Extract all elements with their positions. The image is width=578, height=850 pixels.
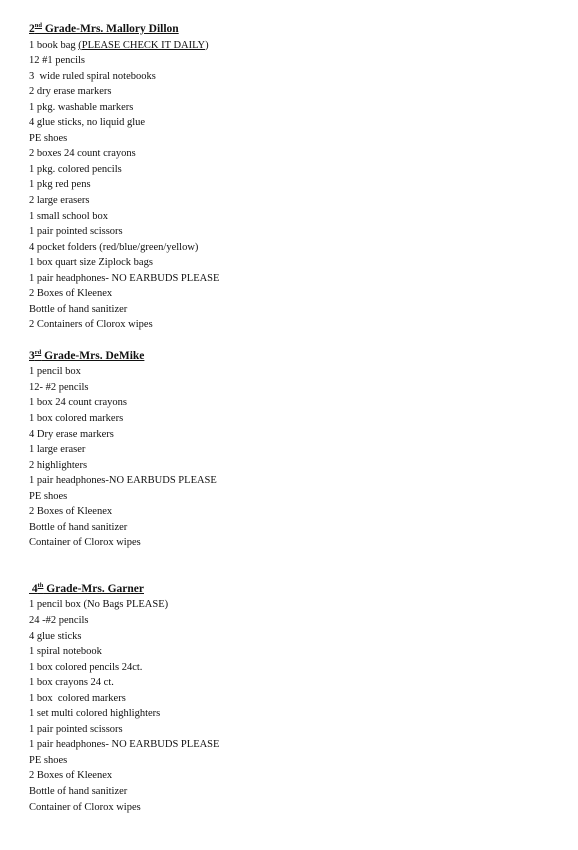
list-item: 4 glue sticks, no liquid glue	[29, 117, 146, 129]
supply-list-document	[29, 22, 549, 815]
list-item: 2 Boxes of Kleenex	[29, 288, 113, 300]
section-heading: 2nd Grade-Mrs. Mallory Dillon	[29, 22, 179, 35]
list-item: 1 box 24 count crayons	[29, 397, 127, 409]
section-heading: 3rd Grade-Mrs. DeMike	[29, 349, 145, 362]
list-item: 1 box colored markers	[29, 692, 126, 704]
list-item: 2 Boxes of Kleenex	[29, 770, 113, 782]
list-item: 1 box quart size Ziplock bags	[29, 257, 153, 269]
list-item: 1 pair headphones-NO EARBUDS PLEASE	[29, 475, 217, 487]
list-item: 3 wide ruled spiral notebooks	[29, 70, 156, 82]
list-item: 24 -#2 pencils	[29, 615, 89, 626]
fourth-grade-section	[29, 582, 549, 815]
list-item: 1 spiral notebook	[29, 646, 102, 658]
list-item: 1 pencil box (No Bags PLEASE)	[29, 599, 169, 611]
list-item: 1 pair headphones- NO EARBUDS PLEASE	[29, 739, 220, 751]
list-item: 2 dry erase markers	[29, 86, 112, 98]
list-item: 1 large eraser	[29, 444, 86, 456]
second-grade-section	[29, 22, 549, 333]
list-item: 1 pair pointed scissors	[29, 723, 123, 735]
list-item: 1 box colored pencils 24ct.	[29, 661, 143, 673]
list-item: PE shoes	[29, 490, 68, 502]
list-item: Bottle of hand sanitizer	[29, 786, 128, 798]
section-heading: 4th Grade-Mrs. Garner	[29, 582, 144, 595]
list-item: 2 Containers of Clorox wipes	[29, 319, 153, 331]
list-item: 1 set multi colored highlighters	[29, 708, 161, 720]
list-item: 2 boxes 24 count crayons	[29, 148, 136, 160]
list-item: 12 #1 pencils	[29, 55, 85, 67]
list-item: 1 box crayons 24 ct.	[29, 677, 114, 689]
list-item: 1 pair headphones- NO EARBUDS PLEASE	[29, 272, 220, 284]
list-item: PE shoes	[29, 754, 68, 766]
list-item: 1 pair pointed scissors	[29, 226, 123, 238]
list-item: 1 pkg. colored pencils	[29, 163, 122, 175]
list-item: 2 large erasers	[29, 194, 90, 206]
list-item: 1 book bag (PLEASE CHECK IT DAILY)	[29, 39, 209, 51]
list-item: PE shoes	[29, 132, 68, 144]
list-item: 12- #2 pencils	[29, 381, 89, 393]
list-item: Bottle of hand sanitizer	[29, 303, 128, 315]
list-item: Container of Clorox wipes	[29, 537, 141, 549]
list-item: 2 highlighters	[29, 459, 88, 471]
list-item: 4 Dry erase markers	[29, 428, 114, 440]
list-item: Container of Clorox wipes	[29, 801, 141, 813]
list-item: 1 pkg red pens	[29, 179, 91, 191]
supply-items	[29, 364, 549, 551]
list-item: 1 box colored markers	[29, 413, 124, 425]
list-item: 2 Boxes of Kleenex	[29, 506, 113, 518]
supply-items	[29, 53, 549, 333]
supply-items	[29, 597, 549, 815]
list-item: 1 pkg. washable markers	[29, 101, 134, 113]
list-item: 1 small school box	[29, 210, 109, 222]
list-item: 4 pocket folders (red/blue/green/yellow)	[29, 241, 199, 253]
list-item: 1 pencil box	[29, 366, 81, 378]
list-item: 4 glue sticks	[29, 630, 82, 642]
third-grade-section	[29, 349, 549, 551]
list-item: Bottle of hand sanitizer	[29, 521, 128, 533]
